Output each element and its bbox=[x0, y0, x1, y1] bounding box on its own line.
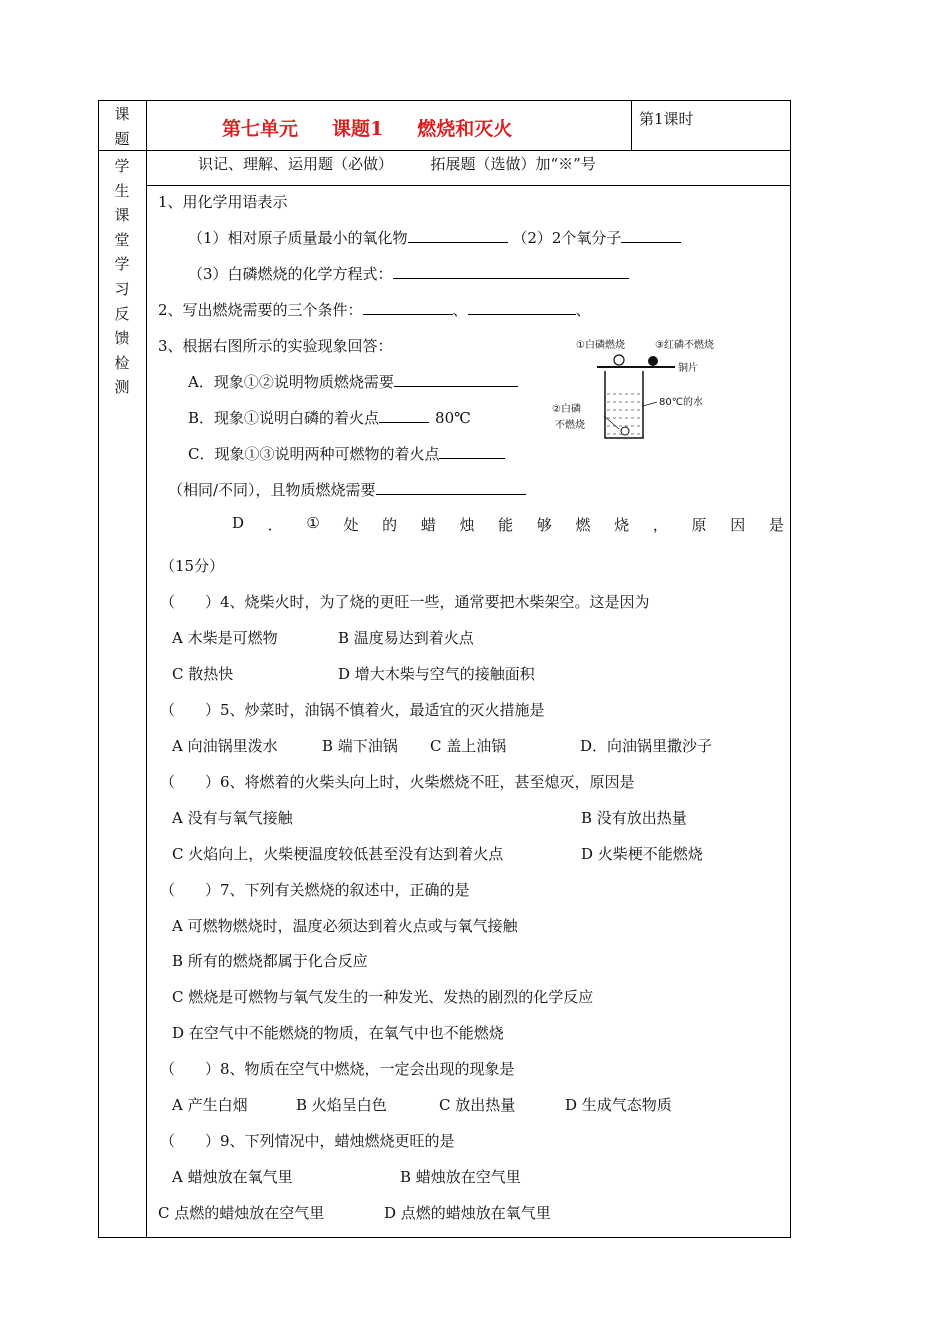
row-divider bbox=[146, 185, 791, 186]
q3-b bbox=[188, 408, 471, 428]
q6-option-c[interactable]: C 火焰向上，火柴梗温度较低甚至没有达到着火点 bbox=[172, 845, 504, 863]
experiment-figure bbox=[549, 334, 729, 446]
q1-stem: 1、用化学用语表示 bbox=[158, 193, 288, 211]
q4-option-b[interactable]: B 温度易达到着火点 bbox=[338, 629, 474, 647]
side-char: 反 bbox=[114, 304, 130, 323]
answer-blank[interactable] bbox=[376, 480, 526, 495]
q1-a-text: （1）相对原子质量最小的氧化物 bbox=[188, 229, 408, 247]
q6-option-a[interactable]: A 没有与氧气接触 bbox=[172, 809, 293, 827]
q2 bbox=[158, 300, 591, 320]
answer-blank[interactable] bbox=[394, 372, 518, 387]
red-phosphorus-icon bbox=[648, 356, 658, 366]
q1-c bbox=[188, 264, 629, 284]
q3-c bbox=[188, 444, 505, 464]
q3-c2-text: （相同/不同），且物质燃烧需要 bbox=[168, 481, 376, 499]
side-char: 检 bbox=[114, 353, 130, 372]
q3-a bbox=[188, 372, 518, 392]
q3-d-char: ， bbox=[652, 516, 668, 534]
submerged-phosphorus-icon bbox=[621, 427, 629, 435]
q3-a-text: A．现象①②说明物质燃烧需要 bbox=[188, 373, 394, 391]
fig-label-2b: 不燃烧 bbox=[555, 420, 585, 431]
q3-d-char: D bbox=[232, 514, 245, 532]
side-char: 堂 bbox=[114, 230, 130, 249]
q9-option-c[interactable]: C 点燃的蜡烛放在空气里 bbox=[158, 1204, 325, 1222]
q4-stem: （ ）4、烧柴火时，为了烧的更旺一些，通常要把木柴架空。这是因为 bbox=[160, 593, 650, 611]
answer-blank[interactable] bbox=[379, 408, 429, 423]
q3-d-char: 原 bbox=[691, 516, 707, 534]
row-divider bbox=[98, 150, 791, 151]
q8-option-c[interactable]: C 放出热量 bbox=[439, 1096, 516, 1114]
side-char: 学 bbox=[114, 255, 130, 274]
subheader-text: 识记、理解、运用题（必做） 拓展题（选做）加“※”号 bbox=[198, 155, 596, 173]
fig-label-3: ③红磷不燃烧 bbox=[655, 340, 714, 351]
q9-stem: （ ）9、下列情况中，蜡烛燃烧更旺的是 bbox=[160, 1132, 455, 1150]
side-label-feedback bbox=[100, 154, 144, 400]
q3-d-char: 蜡 bbox=[420, 516, 436, 534]
q3-d bbox=[232, 514, 784, 535]
q3-stem: 3、根据右图所示的实验现象回答： bbox=[158, 337, 393, 355]
q5-option-a[interactable]: A 向油锅里泼水 bbox=[172, 737, 278, 755]
column-divider bbox=[146, 100, 147, 1238]
answer-blank[interactable] bbox=[468, 300, 576, 315]
page-title bbox=[222, 114, 512, 141]
white-phosphorus-icon bbox=[614, 355, 624, 365]
side-char: 学 bbox=[114, 157, 130, 175]
q9-option-b[interactable]: B 蜡烛放在空气里 bbox=[400, 1168, 521, 1186]
title-unit: 第七单元 bbox=[222, 118, 299, 140]
fig-label-water: 80℃的水 bbox=[659, 397, 703, 408]
answer-blank[interactable] bbox=[363, 300, 453, 315]
q3-c-text: C．现象①③说明两种可燃物的着火点 bbox=[188, 445, 440, 463]
pointer-line bbox=[604, 416, 619, 429]
q5-option-c[interactable]: C 盖上油锅 bbox=[430, 737, 507, 755]
q3-d-char: 因 bbox=[730, 516, 746, 534]
q7-option-d[interactable]: D 在空气中不能燃烧的物质，在氧气中也不能燃烧 bbox=[172, 1024, 504, 1042]
q3-d-char: 燃 bbox=[575, 516, 591, 534]
q3-score: （15分） bbox=[160, 557, 225, 575]
fig-label-1: ①白磷燃烧 bbox=[576, 340, 625, 351]
q5-stem: （ ）5、炒菜时，油锅不慎着火，最适宜的灭火措施是 bbox=[160, 701, 545, 719]
q8-option-d[interactable]: D 生成气态物质 bbox=[565, 1096, 672, 1114]
q7-option-a[interactable]: A 可燃物燃烧时，温度必须达到着火点或与氧气接触 bbox=[172, 917, 518, 935]
q9-option-a[interactable]: A 蜡烛放在氧气里 bbox=[172, 1168, 293, 1186]
title-topic: 燃烧和灭火 bbox=[417, 118, 513, 140]
period-label: 第1课时 bbox=[639, 110, 694, 128]
side-char: 馈 bbox=[114, 329, 130, 348]
q3-d-char: 能 bbox=[498, 516, 514, 534]
pointer-line bbox=[643, 402, 657, 406]
q3-d-char: 烧 bbox=[614, 516, 630, 534]
period-divider bbox=[631, 100, 632, 150]
q5-option-b[interactable]: B 端下油锅 bbox=[322, 737, 398, 755]
q7-option-b[interactable]: B 所有的燃烧都属于化合反应 bbox=[172, 952, 368, 970]
q4-option-d[interactable]: D 增大木柴与空气的接触面积 bbox=[338, 665, 535, 683]
answer-blank[interactable] bbox=[393, 264, 629, 279]
q3-d-char: 够 bbox=[536, 516, 552, 534]
q3-b-suffix: 80℃ bbox=[435, 409, 471, 427]
q5-option-d[interactable]: D．向油锅里撒沙子 bbox=[580, 737, 713, 755]
side-char: 习 bbox=[114, 279, 130, 298]
side-char: 题 bbox=[114, 129, 130, 148]
q6-option-b[interactable]: B 没有放出热量 bbox=[581, 809, 687, 827]
q3-b-text: B．现象①说明白磷的着火点 bbox=[188, 409, 380, 427]
side-char: 课 bbox=[114, 206, 130, 225]
q1-a bbox=[188, 228, 681, 248]
side-label-topic bbox=[100, 102, 144, 151]
q7-option-c[interactable]: C 燃烧是可燃物与氧气发生的一种发光、发热的剧烈的化学反应 bbox=[172, 988, 594, 1006]
q8-stem: （ ）8、物质在空气中燃烧，一定会出现的现象是 bbox=[160, 1060, 515, 1078]
q7-stem: （ ）7、下列有关燃烧的叙述中，正确的是 bbox=[160, 881, 470, 899]
side-char: 生 bbox=[114, 181, 130, 200]
side-char: 测 bbox=[114, 378, 130, 397]
answer-blank[interactable] bbox=[439, 444, 505, 459]
q3-d-char: ． bbox=[267, 516, 283, 534]
q8-option-b[interactable]: B 火焰呈白色 bbox=[296, 1096, 387, 1114]
separator: 、 bbox=[452, 301, 468, 319]
q6-stem: （ ）6、将燃着的火柴头向上时，火柴燃烧不旺，甚至熄灭，原因是 bbox=[160, 773, 635, 791]
fig-label-2a: ②白磷 bbox=[552, 404, 581, 415]
q3-d-char: ① bbox=[306, 514, 320, 532]
q4-option-a[interactable]: A 木柴是可燃物 bbox=[172, 629, 278, 647]
q3-d-char: 处 bbox=[343, 516, 359, 534]
q3-d-char: 烛 bbox=[459, 516, 475, 534]
q3-d-char: 是 bbox=[768, 516, 784, 534]
q1-c-text: （3）白磷燃烧的化学方程式： bbox=[188, 265, 393, 283]
q1-b-text: （2）2个氧分子 bbox=[512, 229, 622, 247]
side-char: 课 bbox=[114, 105, 130, 123]
answer-blank[interactable] bbox=[408, 228, 508, 243]
fig-label-plate: 铜片 bbox=[678, 363, 698, 374]
answer-blank[interactable] bbox=[621, 228, 681, 243]
q6-option-d[interactable]: D 火柴梗不能燃烧 bbox=[581, 845, 703, 863]
q4-option-c[interactable]: C 散热快 bbox=[172, 665, 234, 683]
q2-stem: 2、写出燃烧需要的三个条件： bbox=[158, 301, 363, 319]
q9-option-d[interactable]: D 点燃的蜡烛放在氧气里 bbox=[384, 1204, 551, 1222]
separator: 、 bbox=[575, 301, 591, 319]
q3-d-char: 的 bbox=[382, 516, 398, 534]
q3-c2 bbox=[168, 480, 526, 500]
q8-option-a[interactable]: A 产生白烟 bbox=[172, 1096, 248, 1114]
title-lesson: 课题1 bbox=[332, 118, 384, 140]
